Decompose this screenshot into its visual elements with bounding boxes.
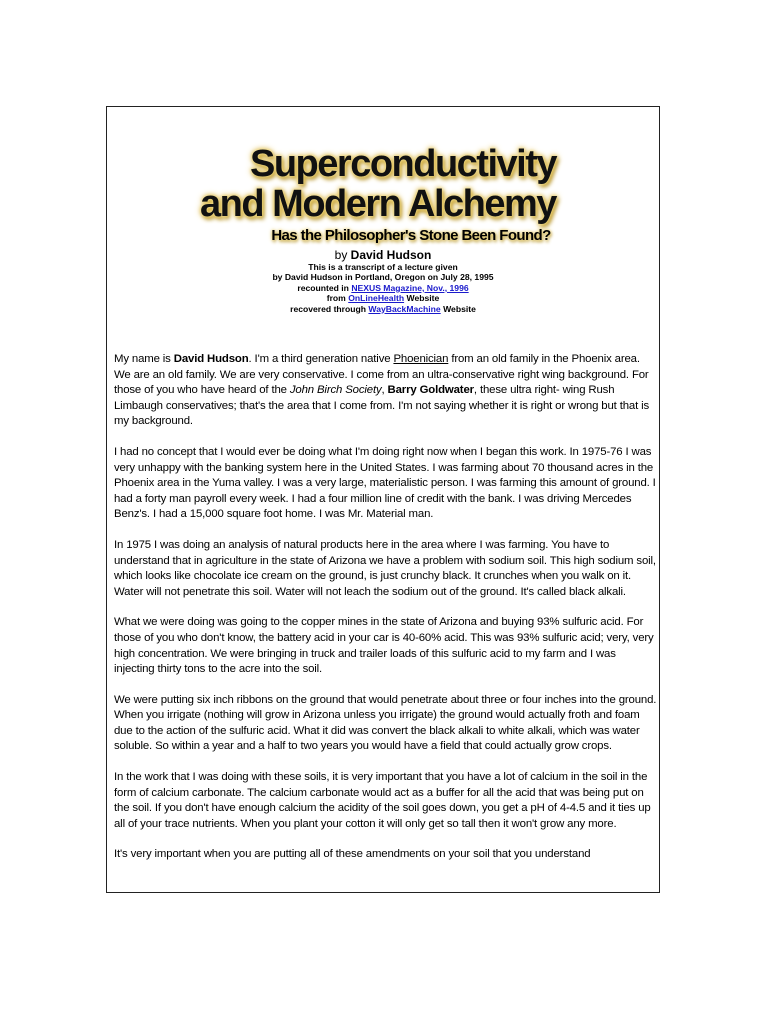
meta-line-3: [107, 283, 659, 293]
meta-line-4-prefix: from: [326, 293, 346, 304]
byline: [107, 248, 659, 262]
meta-line-4: [107, 293, 659, 303]
p1-text-e: from an old family in the Phoenix area. We are an old family. We are very conservative. I come from an ultra-conservative right wing background. For those of you who have heard of the: [114, 353, 649, 397]
waybackmachine-link[interactable]: WayBackMachine: [368, 303, 441, 314]
title-line-1: Superconductivity: [250, 143, 556, 185]
paragraph-5: We were putting six inch ribbons on the ground that would penetrate about three or four inches into the ground. When you irrigate (nothing will grow in Arizona unless you irrigate) the ground would actually froth and foam due to the action of the sulfuric acid. What it did was convert the black alkali to white alkali, which was water soluble. So within a year and a half to two years you would have a field that could actually grow crops.: [114, 693, 657, 753]
p1-text-a: My name is: [114, 353, 174, 365]
byline-prefix: by: [334, 248, 348, 262]
title-banner: [107, 145, 659, 314]
paragraph-6: In the work that I was doing with these soils, it is very important that you have a lot of calcium in the soil in the form of calcium carbonate. The calcium carbonate would act as a buffer for all the acid that was being put on the soil. If you don't have enough calcium the acidity of the soil goes down, you get a pH of 4-4.5 and it ties up all of your trace nutrients. When you plant your cotton it will only get so tall then it won't grow any more.: [114, 771, 651, 830]
p1-text-c: . I'm a third generation native: [248, 353, 394, 365]
p1-text-g: ,: [381, 384, 388, 397]
paragraph-1: [114, 352, 659, 430]
meta-line-3-prefix: recounted in: [297, 282, 349, 293]
meta-line-5-prefix: recovered through: [290, 303, 367, 314]
paragraph-4: What we were doing was going to the copper mines in the state of Arizona and buying 93% sulfuric acid. For those of you who don't know, the battery acid in your car is 40-60% acid. This was 93% sulfuric acid; very, very high concentration. We were bringing in truck and trailer loads of this sulfuric acid to my farm and I was injecting thirty tons to the acre into the soil.: [114, 616, 654, 676]
byline-author: David Hudson: [350, 248, 432, 262]
p1-text-i: , these ultra right- wing Rush Limbaugh conservatives; that's the area that I come from. I'm not saying whether it is right or wrong but that is my background.: [114, 384, 650, 428]
onlinehealth-link[interactable]: OnLineHealth: [348, 293, 405, 304]
p1-author-name: David Hudson: [173, 353, 249, 365]
article-body: [114, 352, 659, 878]
title-line-2: and Modern Alchemy: [200, 183, 556, 225]
meta-line-1: This is a transcript of a lecture given: [308, 262, 458, 272]
source-info: [107, 262, 659, 314]
p1-phoenician: Phoenician: [393, 353, 449, 365]
meta-line-2: by David Hudson in Portland, Oregon on July 28, 1995: [272, 272, 494, 283]
p1-john-birch-society: John Birch Society: [289, 384, 382, 397]
paragraph-7: It's very important when you are putting all of these amendments on your soil that you understand: [114, 848, 591, 861]
paragraph-2: I had no concept that I would ever be doing what I'm doing right now when I began this work. In 1975-76 I was very unhappy with the banking system here in the United States. I was farming about 70 thousand acres in the Phoenix area in the Yuma valley. I was a very large, materialistic person. I was farming this amount of ground. I had a forty man payroll every week. I had a four million line of credit with the bank. I was driving Mercedes Benz's. I had a 15,000 square foot home. I was Mr. Material man.: [114, 445, 656, 521]
meta-line-5-suffix: Website: [443, 303, 476, 314]
document-page: [106, 106, 660, 893]
meta-line-4-suffix: Website: [406, 293, 440, 304]
p1-barry-goldwater: Barry Goldwater: [387, 384, 474, 397]
subtitle: Has the Philosopher's Stone Been Found?: [271, 227, 551, 244]
paragraph-3: In 1975 I was doing an analysis of natural products here in the area where I was farming. You have to understand that in agriculture in the state of Arizona we have a problem with sodium soil. This high sodium soil, which looks like chocolate ice cream on the ground, is just crunchy black. It crunches when you walk on it. Water will not penetrate this soil. Water will not leach the sodium out of the ground. It's called black alkali.: [114, 538, 656, 598]
nexus-magazine-link[interactable]: NEXUS Magazine, Nov., 1996: [351, 282, 469, 293]
meta-line-5: [107, 304, 659, 314]
